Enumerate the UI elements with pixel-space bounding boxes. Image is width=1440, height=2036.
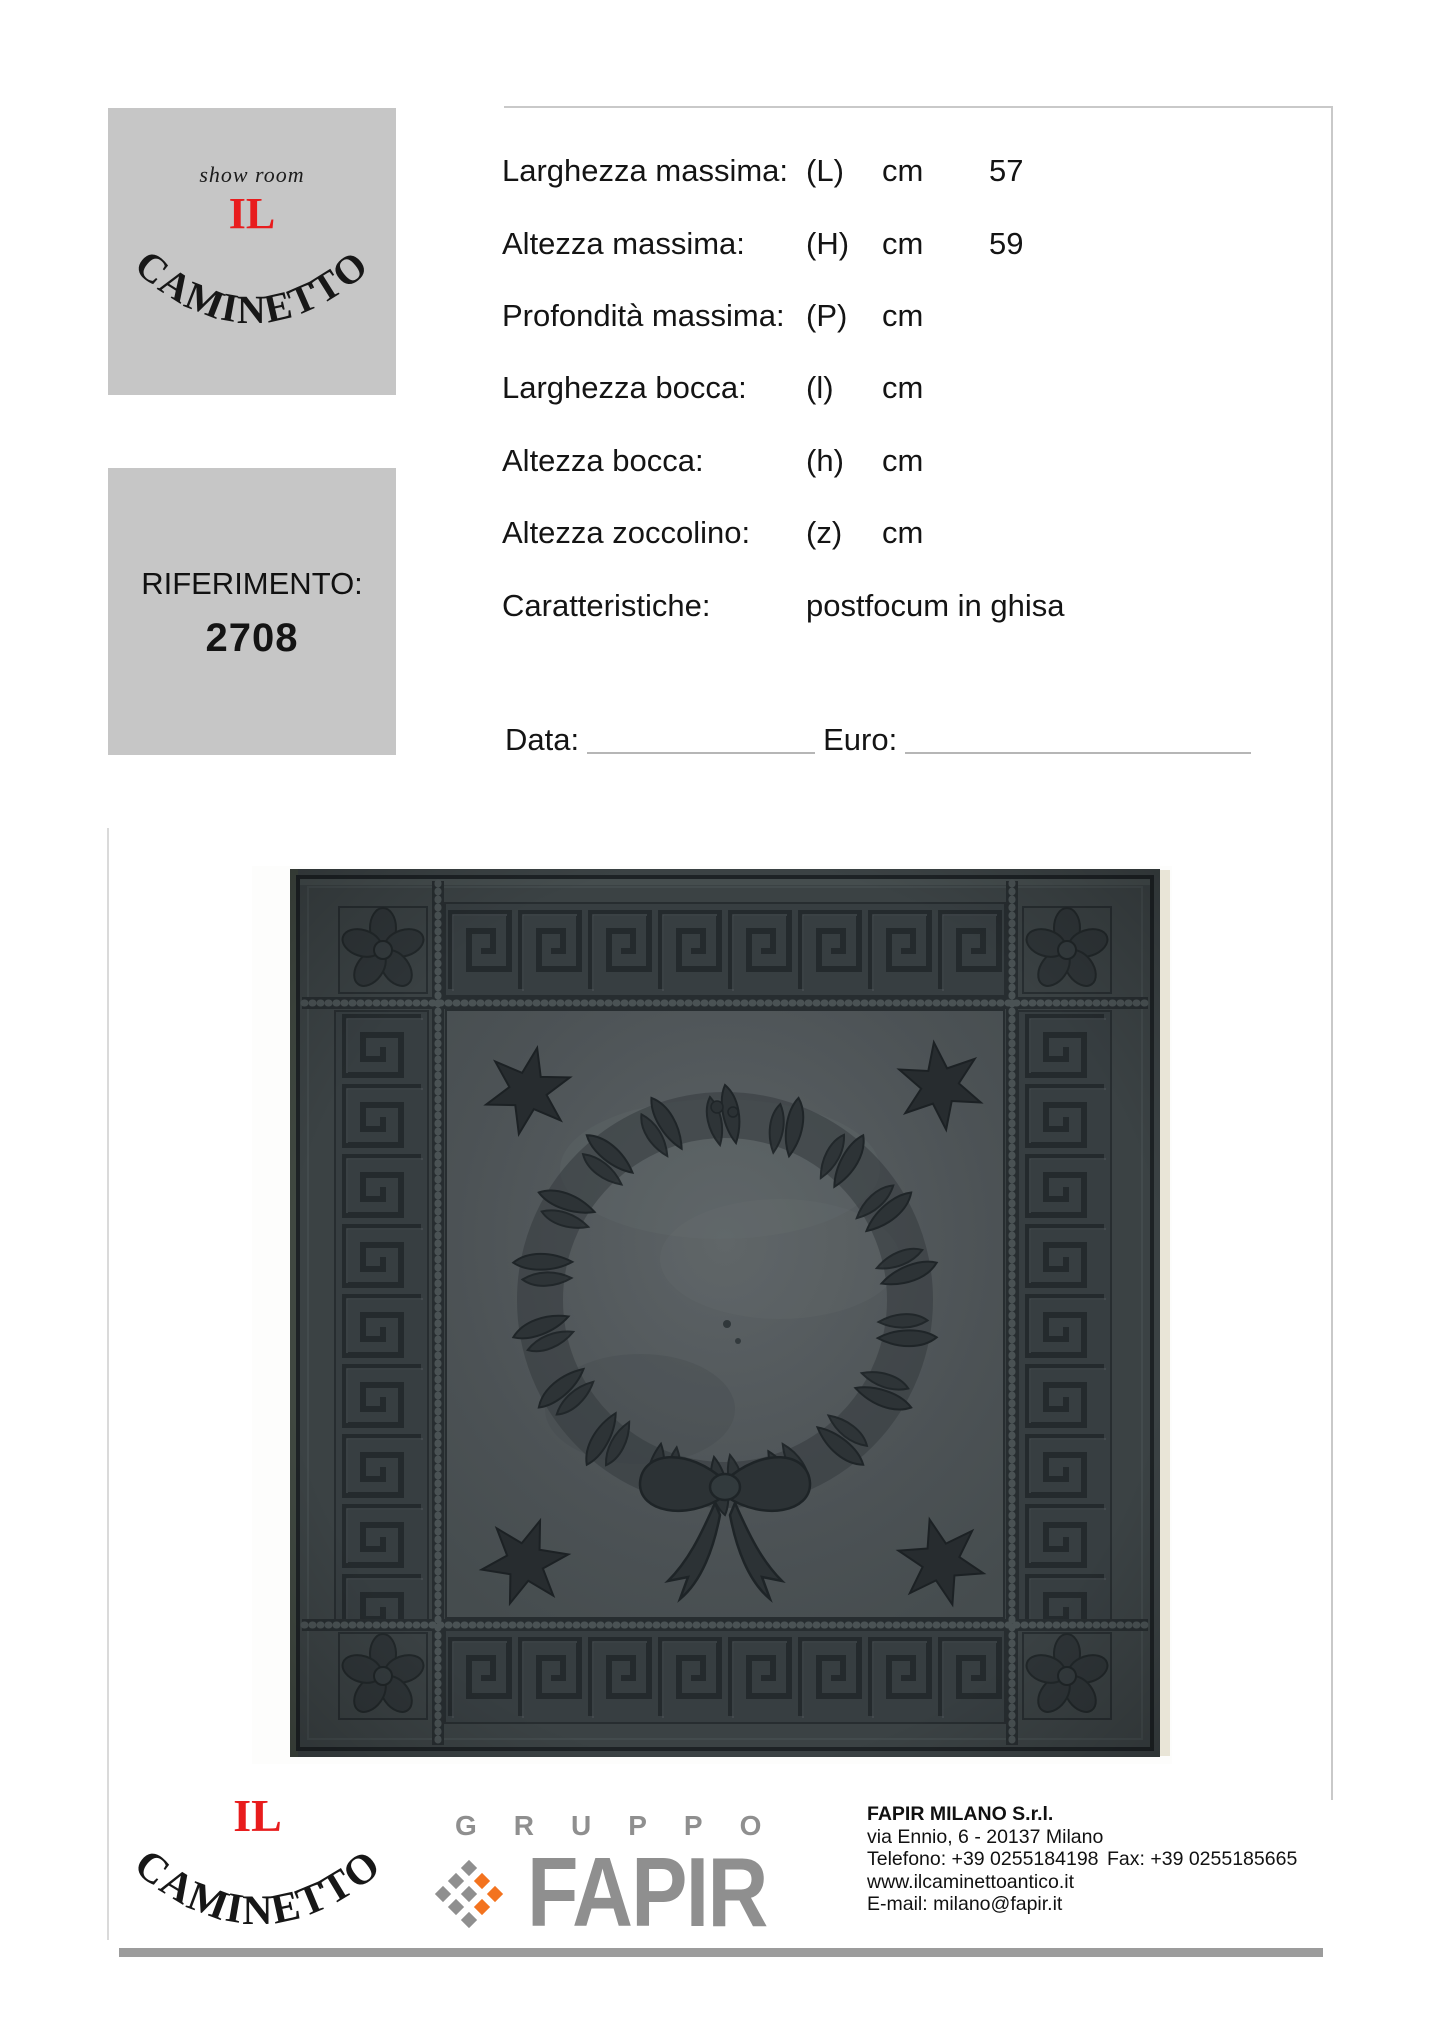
- left-rule: [107, 828, 109, 1940]
- svg-text:CAMINETTO: [127, 241, 378, 332]
- spec-label: Caratteristiche:: [502, 587, 711, 623]
- spec-value: 57: [989, 153, 1024, 189]
- euro-label: Euro:: [823, 722, 898, 757]
- il-caminetto-arc-logo: [120, 222, 384, 350]
- spec-symbol: (h): [806, 442, 844, 478]
- spec-label: Altezza bocca:: [502, 442, 704, 478]
- spec-label: Larghezza bocca:: [502, 370, 747, 406]
- spec-label: Profondità massima:: [502, 297, 785, 333]
- product-photo: [252, 866, 1172, 1764]
- data-blank-line: [587, 750, 815, 754]
- spec-unit: cm: [882, 153, 924, 189]
- spec-label: Larghezza massima:: [502, 153, 789, 189]
- riferimento-box: [108, 468, 396, 755]
- caminetto-arc-text: CAMINETTO: [125, 1840, 390, 1935]
- spec-unit: cm: [882, 515, 924, 551]
- spec-symbol: (L): [806, 153, 844, 189]
- fireback-plate: [290, 869, 1160, 1757]
- spec-symbol: (P): [806, 297, 848, 333]
- spec-row: [502, 280, 1332, 352]
- caminetto-arc-text: CAMINETTO: [126, 240, 378, 333]
- svg-text:CAMINETTO: [125, 1841, 390, 1934]
- company-email: E-mail: milano@fapir.it: [867, 1893, 1063, 1916]
- spec-table: [502, 135, 1332, 642]
- gruppo-label: GRUPPO: [455, 1810, 799, 1841]
- spec-row: [502, 569, 1332, 641]
- spec-symbol: (z): [806, 515, 843, 551]
- spec-row: [502, 497, 1332, 569]
- il-caminetto-logo-il: IL: [228, 189, 276, 238]
- riferimento-label: RIFERIMENTO:: [141, 566, 363, 601]
- top-rule: [504, 106, 1332, 108]
- company-website: www.ilcaminettoantico.it: [867, 1870, 1074, 1893]
- fapir-wordmark: FAPIR: [527, 1837, 767, 1947]
- euro-blank-line: [905, 750, 1251, 754]
- il-caminetto-arc-logo: [118, 1821, 398, 1951]
- spec-unit: cm: [882, 297, 924, 333]
- il-caminetto-logo-il: IL: [233, 1790, 282, 1841]
- spec-row: [502, 425, 1332, 497]
- company-address: via Ennio, 6 - 20137 Milano: [867, 1825, 1104, 1848]
- spec-row: [502, 207, 1332, 279]
- spec-unit: cm: [882, 442, 924, 478]
- company-fax: Fax: +39 0255185665: [1107, 1848, 1298, 1871]
- spec-row: [502, 135, 1332, 207]
- showroom-logo-box: [108, 108, 396, 395]
- spec-unit: cm: [882, 370, 924, 406]
- photo-paper-edge: [1160, 870, 1170, 1756]
- footer-caminetto-logo: [115, 1790, 400, 1951]
- spec-value: postfocum in ghisa: [806, 587, 1065, 623]
- company-contact-block: [867, 1803, 1297, 1916]
- data-euro-row: [505, 722, 1251, 758]
- spec-symbol: (H): [806, 225, 850, 261]
- spec-symbol: (l): [806, 370, 834, 406]
- spec-label: Altezza zoccolino:: [502, 515, 751, 551]
- riferimento-number: 2708: [205, 616, 299, 660]
- showroom-label: show room: [199, 162, 305, 187]
- company-name: FAPIR MILANO S.r.l.: [867, 1803, 1054, 1825]
- data-label: Data:: [505, 722, 580, 757]
- spec-unit: cm: [882, 225, 924, 261]
- fapir-diamond-icon: [432, 1857, 506, 1931]
- spec-row: [502, 352, 1332, 424]
- spec-label: Altezza massima:: [502, 225, 745, 261]
- spec-value: 59: [989, 225, 1024, 261]
- company-phone: Telefono: +39 0255184198: [867, 1848, 1099, 1871]
